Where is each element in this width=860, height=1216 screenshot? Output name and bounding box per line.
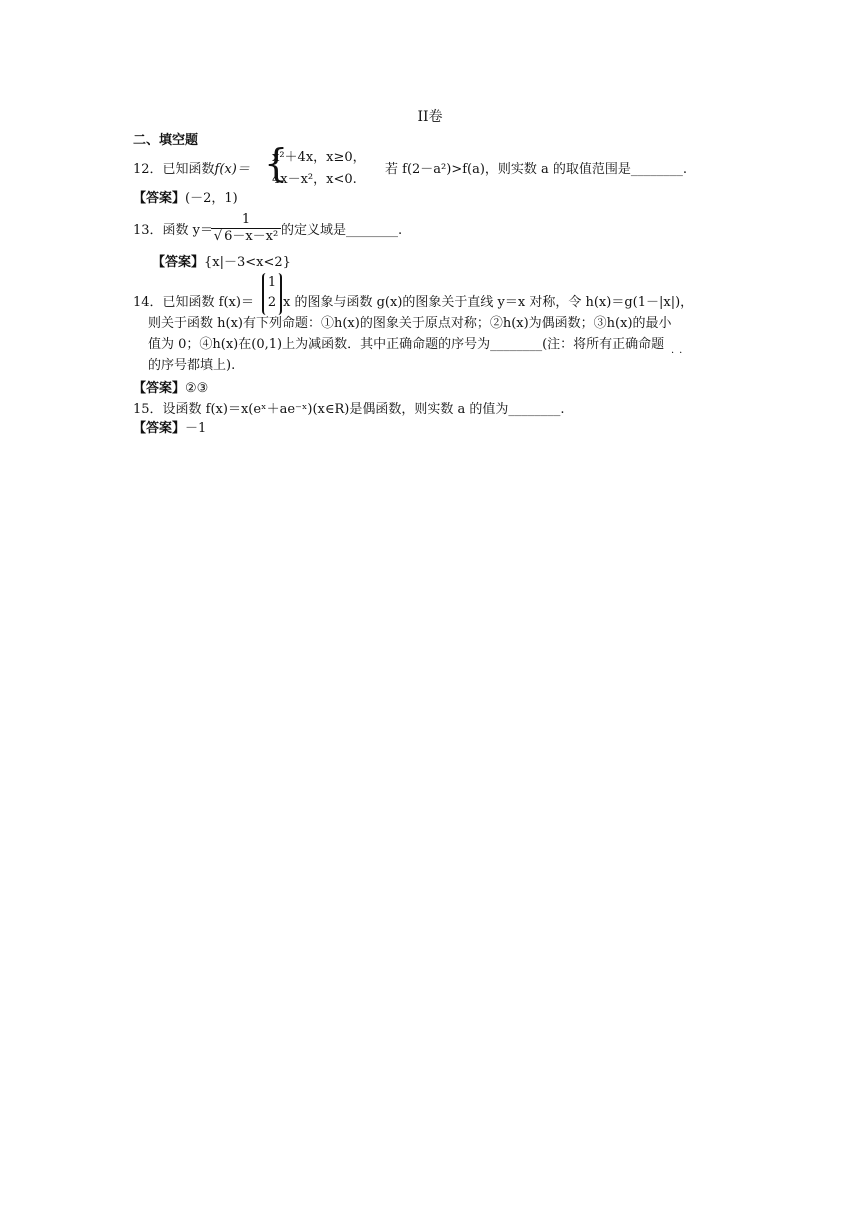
q14-matrix-top: 1 bbox=[267, 275, 277, 290]
q13-answer-value: {x|－3<x<2} bbox=[204, 255, 291, 270]
q12-case-2: 4x－x²，x<0. bbox=[272, 172, 357, 187]
q13-fraction bbox=[211, 212, 281, 245]
q14-line-3: 值为 0；④h(x)在(0,1)上为减函数．其中正确命题的序号为________(注：将所有正确命题 bbox=[148, 337, 665, 352]
q13-answer-tag: 【答案】 bbox=[152, 255, 205, 270]
q14-matrix bbox=[262, 273, 282, 315]
q13-denominator: √ 6－x－x² bbox=[213, 229, 279, 244]
q12-condition: 若 f(2－a²)>f(a)，则实数 a 的取值范围是________. bbox=[385, 162, 688, 177]
q14-matrix-bottom: 2 bbox=[267, 295, 277, 310]
q12-answer-value: (－2，1) bbox=[185, 191, 238, 206]
q14-line-2: 则关于函数 h(x)有下列命题：①h(x)的图象关于原点对称；②h(x)为偶函数；③h(x)的最小 bbox=[148, 316, 672, 331]
q13-radicand: 6－x－x² bbox=[224, 229, 279, 244]
q12-left-brace: { bbox=[264, 141, 289, 185]
q15-answer-tag: 【答案】 bbox=[133, 421, 186, 436]
q14-line-4: 的序号都填上). bbox=[148, 358, 236, 373]
q14-prefix: 14．已知函数 f(x)＝ bbox=[133, 295, 254, 310]
q14-emphasis-dots: ·· bbox=[671, 348, 688, 359]
volume-title: II卷 bbox=[417, 109, 443, 125]
q12-answer-tag: 【答案】 bbox=[133, 191, 186, 206]
q13-rest: 的定义域是________. bbox=[281, 223, 403, 238]
q14-line-1: x 的图象与函数 g(x)的图象关于直线 y＝x 对称，令 h(x)＝g(1－|x|)， bbox=[283, 295, 694, 310]
q14-answer-tag: 【答案】 bbox=[133, 381, 186, 396]
q12-case-1: x²＋4x，x≥0， bbox=[272, 150, 366, 165]
q12-answer bbox=[133, 190, 238, 208]
q14-answer bbox=[133, 380, 208, 398]
q13-answer bbox=[152, 254, 291, 272]
q15-answer bbox=[133, 420, 206, 438]
section-title: 二、填空题 bbox=[133, 133, 199, 148]
q13-prefix: 13．函数 y＝ bbox=[133, 223, 214, 238]
q12-prefix bbox=[133, 161, 250, 179]
q13-numerator: 1 bbox=[211, 212, 281, 229]
q12-fx: f(x)＝ bbox=[214, 162, 250, 177]
q14-answer-value: ②③ bbox=[185, 381, 209, 396]
q12-number-text: 12．已知函数 bbox=[133, 162, 215, 177]
q12-piecewise bbox=[264, 141, 374, 190]
q15-text: 15．设函数 f(x)＝x(eˣ＋ae⁻ˣ)(x∈R)是偶函数，则实数 a 的值为________. bbox=[133, 402, 565, 417]
q15-answer-value: －1 bbox=[185, 421, 207, 436]
